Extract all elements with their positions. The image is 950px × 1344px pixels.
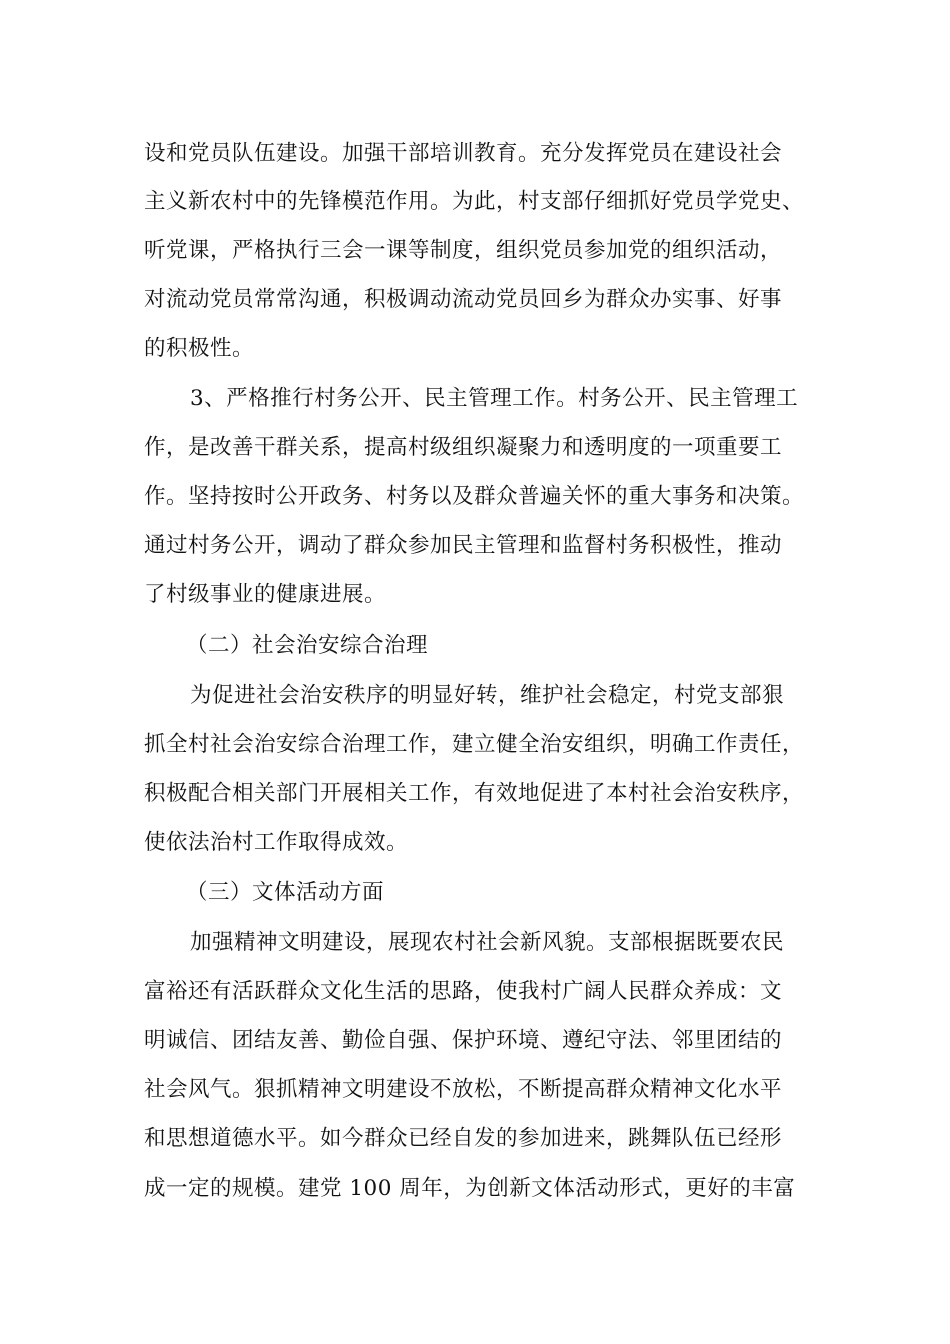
- text-line: 富裕还有活跃群众文化生活的思路，使我村广阔人民群众养成：文: [144, 979, 783, 1004]
- text-line: 为促进社会治安秩序的明显好转，维护社会稳定，村党支部狠: [190, 683, 785, 708]
- text-line: 使依法治村工作取得成效。: [144, 830, 409, 855]
- text-line: 明诚信、团结友善、勤俭自强、保护环境、遵纪守法、邻里团结的: [144, 1028, 783, 1053]
- text-line: 积极配合相关部门开展相关工作，有效地促进了本村社会治安秩序，: [144, 781, 805, 806]
- text-line: 主义新农村中的先锋模范作用。为此，村支部仔细抓好党员学党史、: [144, 189, 805, 214]
- text-line: 通过村务公开，调动了群众参加民主管理和监督村务积极性，推动: [144, 533, 783, 558]
- text-line: 作。坚持按时公开政务、村务以及群众普遍关怀的重大事务和决策。: [144, 484, 805, 509]
- section-heading: （二）社会治安综合治理: [186, 633, 429, 658]
- text-line: 成一定的规模。建党 100 周年，为创新文体活动形式，更好的丰富: [144, 1176, 796, 1201]
- text-line: 3、严格推行村务公开、民主管理工作。村务公开、民主管理工: [190, 386, 799, 411]
- text-line: 作，是改善干群关系，提高村级组织凝聚力和透明度的一项重要工: [144, 435, 783, 460]
- text-line: 的积极性。: [144, 336, 255, 361]
- text-line: 抓全村社会治安综合治理工作，建立健全治安组织，明确工作责任，: [144, 732, 805, 757]
- text-line: 和思想道德水平。如今群众已经自发的参加进来，跳舞队伍已经形: [144, 1126, 783, 1151]
- text-line: 加强精神文明建设，展现农村社会新风貌。支部根据既要农民: [190, 930, 785, 955]
- text-line: 社会风气。狠抓精神文明建设不放松，不断提高群众精神文化水平: [144, 1077, 783, 1102]
- text-line: 对流动党员常常沟通，积极调动流动党员回乡为群众办实事、好事: [144, 287, 783, 312]
- text-line: 设和党员队伍建设。加强干部培训教育。充分发挥党员在建设社会: [144, 141, 783, 166]
- text-line: 听党课，严格执行三会一课等制度，组织党员参加党的组织活动，: [144, 238, 783, 263]
- section-heading: （三）文体活动方面: [186, 880, 385, 905]
- text-line: 了村级事业的健康进展。: [144, 582, 387, 607]
